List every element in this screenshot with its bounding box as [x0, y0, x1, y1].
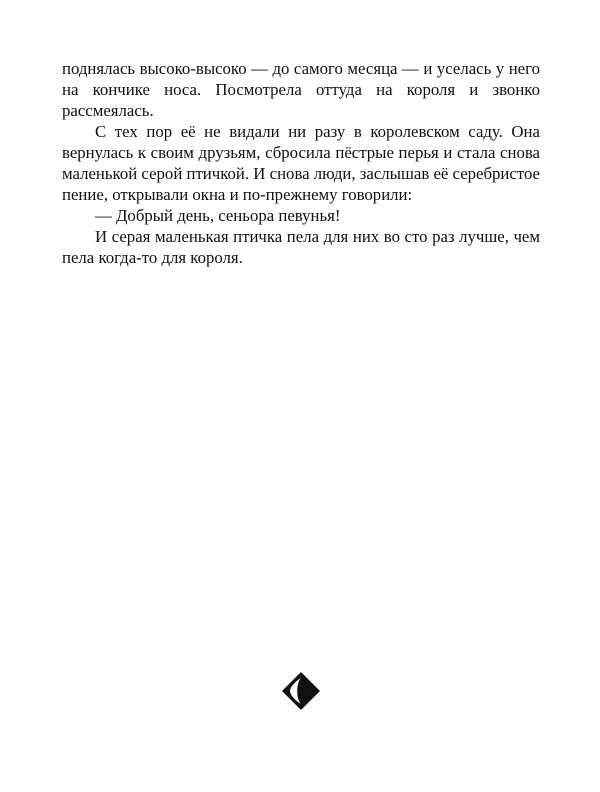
paragraph-bird-returns: С тех пор её не видали ни разу в королевском саду. Она вернулась к своим друзьям, сбросила пёстрые перья и стала снова маленькой серой птичкой. И снова люди, заслышав её серебристое пение, открывали окна и по-прежнему говорили:	[62, 122, 540, 204]
paragraph-continuation: поднялась высоко-высоко — до самого месяца — и уселась у него на кончике носа. Посмотрела оттуда на короля и звонко рассмеялась.	[62, 59, 540, 120]
body-text	[62, 58, 540, 268]
paragraph-greeting: — Добрый день, сеньора певунья!	[95, 206, 341, 225]
paragraph-ending: И серая маленькая птичка пела для них во сто раз лучше, чем пела когда-то для короля.	[62, 227, 540, 267]
diamond-ornament-icon	[280, 670, 322, 712]
